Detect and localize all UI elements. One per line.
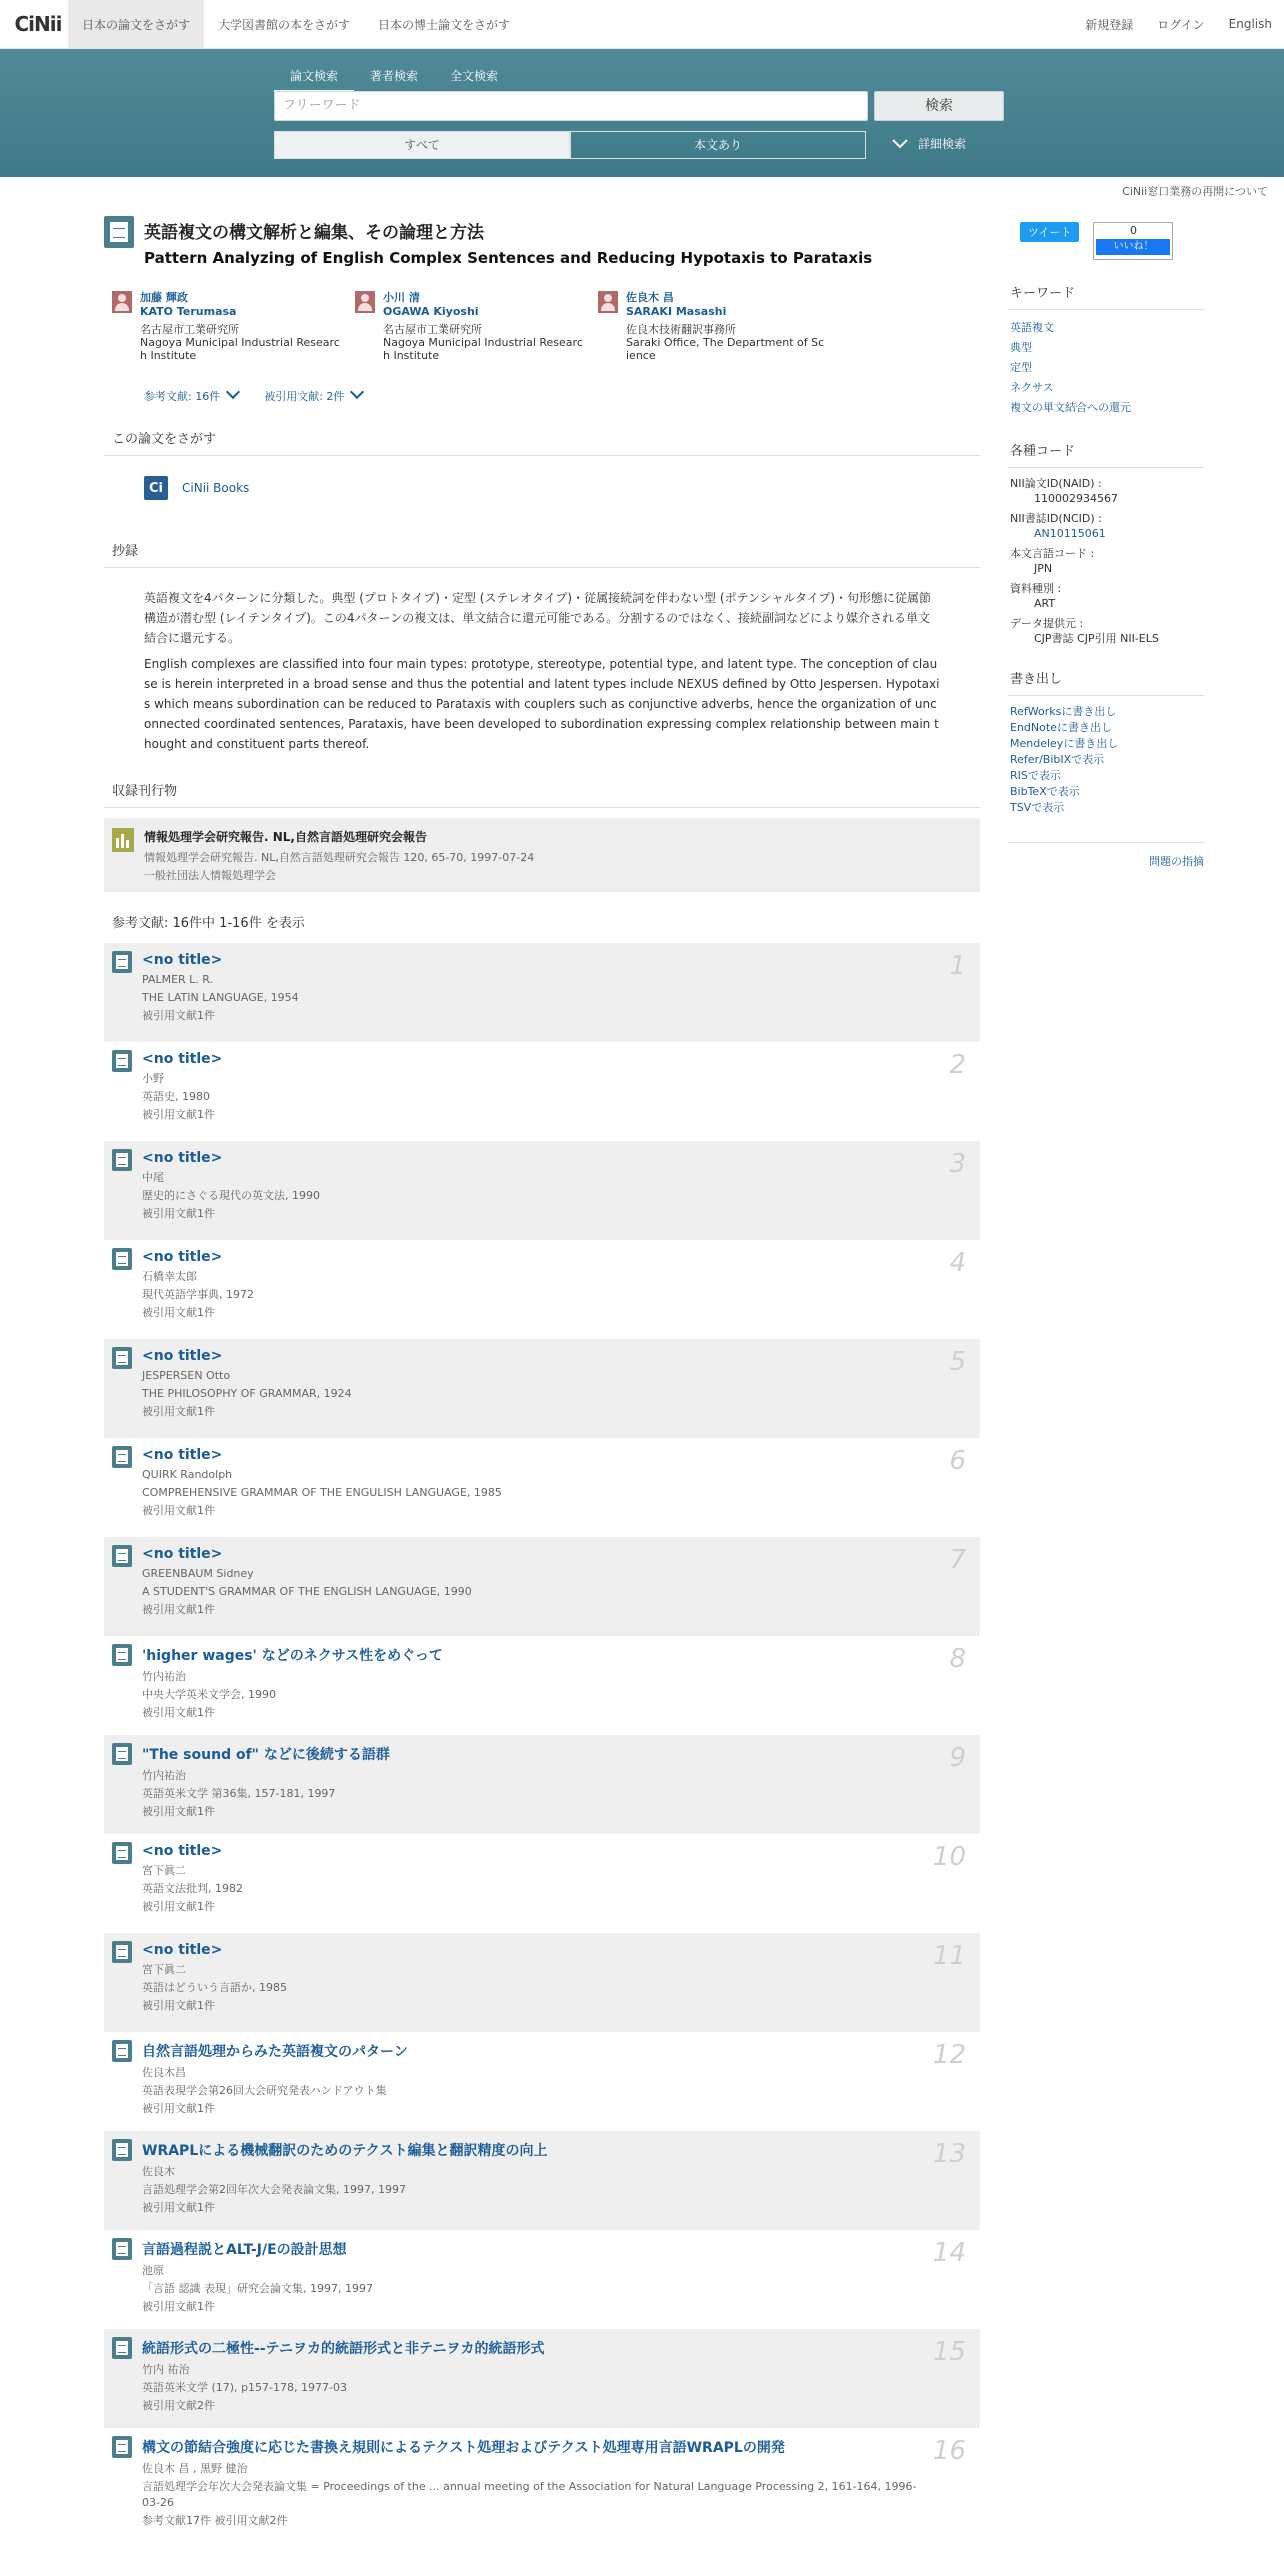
export-refer[interactable]: Refer/BibIXで表示 [1010, 753, 1105, 766]
reference-cited-count: 被引用文献1件 [142, 1405, 215, 1418]
arrow-down-icon [226, 385, 240, 399]
reference-item [104, 1834, 980, 1933]
author-name-ja[interactable]: 佐良木 昌 [626, 291, 674, 304]
type-value: ART [1034, 597, 1056, 610]
reference-number: 4 [949, 1248, 966, 1278]
reference-source: 歴史的にさぐる現代の英文法, 1990 [142, 1189, 320, 1202]
reference-list [104, 943, 980, 2527]
journal-detail: 情報処理学会研究報告. NL,自然言語処理研究会報告 120, 65-70, 1997-07-24 [144, 851, 535, 864]
reference-source: THE PHILOSOPHY OF GRAMMAR, 1924 [142, 1387, 352, 1400]
keyword-link[interactable]: ネクサス [1010, 381, 1054, 394]
author-name-en[interactable]: SARAKI Masashi [626, 305, 727, 318]
reference-title[interactable]: 言語過程説とALT-J/Eの設計思想 [142, 2242, 347, 2258]
nav-tab-dissertations[interactable]: 日本の博士論文をさがす [378, 17, 511, 32]
document-icon [112, 951, 132, 973]
reference-source: 言語処理学会第2回年次大会発表論文集, 1997, 1997 [142, 2183, 406, 2196]
reference-number: 1 [949, 951, 966, 981]
keyword-link[interactable]: 複文の単文結合への還元 [1010, 401, 1131, 414]
ncid-link[interactable]: AN10115061 [1034, 527, 1106, 540]
reference-item [104, 2032, 980, 2131]
reference-source: 英語英米文学 第36集, 157-181, 1997 [142, 1787, 336, 1800]
reference-source: 英語文法批判, 1982 [142, 1882, 243, 1895]
reference-item [104, 2428, 980, 2527]
document-icon [104, 216, 134, 248]
search-button[interactable]: 検索 [874, 91, 1004, 121]
references-link[interactable] [144, 388, 238, 404]
nav-tab-articles[interactable]: 日本の論文をさがす [68, 0, 204, 48]
reference-number: 15 [932, 2337, 966, 2367]
document-icon [112, 2337, 132, 2359]
reference-cited-count: 被引用文献1件 [142, 2300, 215, 2313]
export-mendeley[interactable]: Mendeleyに書き出し [1010, 737, 1119, 750]
reference-cited-count: 被引用文献1件 [142, 1009, 215, 1022]
reference-source: A STUDENT'S GRAMMAR OF THE ENGLISH LANGUAGE, 1990 [142, 1585, 472, 1598]
type-label: 資料種別 : [1010, 582, 1062, 595]
reference-title[interactable]: <no title> [142, 1447, 223, 1463]
reference-item [104, 1042, 980, 1141]
tweet-label: ツイート [1028, 226, 1072, 239]
reference-source: 英語史, 1980 [142, 1090, 210, 1103]
export-list [1008, 704, 1204, 816]
document-icon [112, 1149, 132, 1171]
keyword-link[interactable]: 定型 [1010, 361, 1032, 374]
references-link-label: 参考文献: 16件 [144, 390, 221, 403]
reference-number: 9 [949, 1743, 966, 1773]
filter-all[interactable]: すべて [274, 131, 570, 159]
advanced-search-toggle[interactable] [892, 135, 966, 152]
reference-item [104, 2131, 980, 2230]
reference-item [104, 1537, 980, 1636]
author-name-ja[interactable]: 小川 清 [383, 291, 420, 304]
reference-source: 英語はどういう言語か, 1985 [142, 1981, 287, 1994]
export-endnote[interactable]: EndNoteに書き出し [1010, 721, 1112, 734]
reference-cited-count: 被引用文献1件 [142, 1306, 215, 1319]
author-affiliation-ja: 佐良木技術翻訳事務所 [626, 323, 736, 336]
service-notice-link[interactable]: CiNii窓口業務の再開について [1122, 185, 1268, 198]
reference-author: 佐良木昌 [142, 2066, 186, 2079]
author-name-ja[interactable]: 加藤 輝政 [140, 291, 188, 304]
reference-title[interactable]: <no title> [142, 1843, 223, 1859]
tweet-button[interactable] [1020, 222, 1079, 242]
abstract-ja: 英語複文を4パターンに分類した。典型 (プロトタイプ)・定型 (ステレオタイプ)・従属接続詞を伴わない型 (ポテンシャルタイプ)・句形態に従属節構造が潜む型 (レイテンタイプ)。この4パターンの複文は、単文結合に還元可能である。分割するのではなく、接続副詞などにより媒介される単文結合に還元する。 [144, 591, 932, 645]
reference-cited-count: 被引用文献1件 [142, 1999, 215, 2012]
abstract-en: English complexes are classified into four main types: prototype, stereotype, potential type, and latent type. The conception of clause is herein interpreted in a broad sense and thus the potential and latent types include NEXUS defined by Otto Jespersen. Hypotaxis which means subordination can be reduced to Parataxis with couplers such as conjunctive adverbs, hence the organization of unconnected coordinated sentences, Parataxis, have been developed to subordination expressing complex relationship between main thought and constituent parts thereof. [144, 657, 940, 751]
document-icon [112, 1545, 132, 1567]
advanced-search-label: 詳細検索 [918, 137, 967, 151]
reference-title[interactable]: <no title> [142, 1051, 223, 1067]
reference-number: 12 [932, 2040, 966, 2070]
reference-cited-count: 被引用文献1件 [142, 2201, 215, 2214]
naid-value: 110002934567 [1034, 492, 1118, 505]
filter-fulltext[interactable]: 本文あり [570, 131, 866, 159]
cited-by-link[interactable] [264, 388, 362, 404]
reference-author: GREENBAUM Sidney [142, 1567, 254, 1580]
report-problem-link[interactable]: 問題の指摘 [1008, 842, 1204, 869]
reference-item [104, 1933, 980, 2032]
author-affiliation-en: Saraki Office, The Department of Science [626, 336, 825, 362]
reference-author: 小野 [142, 1072, 164, 1085]
article-title-ja: 英語複文の構文解析と編集、その論理と方法 [144, 223, 484, 243]
keywords-heading: キーワード [1008, 282, 1204, 310]
author-affiliation-en: Nagoya Municipal Industrial Research Institute [383, 336, 583, 362]
reference-source: COMPREHENSIVE GRAMMAR OF THE ENGULISH LANGUAGE, 1985 [142, 1486, 502, 1499]
reference-author: 宮下眞二 [142, 1963, 186, 1976]
journal-icon [112, 828, 134, 852]
search-tabs [274, 63, 514, 92]
reference-item [104, 1240, 980, 1339]
author-item [355, 291, 598, 362]
reference-number: 13 [932, 2139, 966, 2169]
reference-cited-count: 被引用文献1件 [142, 1108, 215, 1121]
reference-author: PALMER L. R. [142, 973, 214, 986]
author-affiliation-ja: 名古屋市工業研究所 [140, 323, 239, 336]
facebook-like-button[interactable] [1093, 222, 1173, 260]
sidebar [1008, 222, 1204, 869]
reference-title[interactable]: <no title> [142, 1348, 223, 1364]
keyword-list [1008, 318, 1204, 418]
person-icon [112, 291, 132, 313]
logo-text: CiNii [14, 12, 62, 36]
cinii-books-link[interactable] [144, 476, 980, 500]
author-affiliation-en: Nagoya Municipal Industrial Research Institute [140, 336, 340, 362]
main-content [104, 216, 980, 2527]
reference-cited-count: 被引用文献1件 [142, 1805, 215, 1818]
reference-item [104, 1141, 980, 1240]
codes-list [1008, 476, 1204, 646]
reference-author: 宮下眞二 [142, 1864, 186, 1877]
english-link[interactable]: English [1228, 17, 1272, 31]
document-icon [112, 1347, 132, 1369]
tab-fulltext-search[interactable]: 全文検索 [450, 69, 499, 83]
chevron-down-icon [892, 139, 908, 149]
reference-title[interactable]: <no title> [142, 952, 223, 968]
tab-article-search[interactable]: 論文検索 [274, 63, 354, 92]
abstract-body [144, 588, 940, 754]
top-nav [0, 0, 1284, 49]
reference-title[interactable]: WRAPLによる機械翻訳のためのテクスト編集と翻訳精度の向上 [142, 2143, 548, 2159]
person-icon [355, 291, 375, 313]
journal-publisher: 一般社団法人情報処理学会 [144, 869, 276, 882]
reference-author: 石橋幸太郎 [142, 1270, 197, 1283]
export-ris[interactable]: RISで表示 [1010, 769, 1061, 782]
reference-source: THE LATIN LANGUAGE, 1954 [142, 991, 299, 1004]
document-icon [112, 1842, 132, 1864]
document-icon [112, 1941, 132, 1963]
reference-title[interactable]: 統語形式の二極性--テニヲカ的統語形式と非テニヲカ的統語形式 [142, 2341, 545, 2357]
reference-cited-count: 被引用文献2件 [142, 2399, 215, 2412]
document-icon [112, 1050, 132, 1072]
reference-source: 英語英米文学 (17), p157-178, 1977-03 [142, 2381, 347, 2394]
reference-number: 16 [932, 2436, 966, 2466]
register-link[interactable]: 新規登録 [1085, 17, 1134, 32]
cited-by-link-label: 被引用文献: 2件 [264, 390, 345, 403]
cinii-books-label: CiNii Books [182, 481, 250, 495]
reference-item [104, 2329, 980, 2428]
article-header [104, 216, 980, 267]
reference-number: 6 [949, 1446, 966, 1476]
document-icon [112, 1743, 132, 1765]
journal-box [104, 818, 980, 892]
reference-item [104, 1438, 980, 1537]
provider-value: CJP書誌 CJP引用 NII-ELS [1034, 632, 1159, 645]
search-band [0, 49, 1284, 177]
reference-cited-count: 被引用文献1件 [142, 1504, 215, 1517]
references-count: 参考文献: 16件中 1-16件 を表示 [112, 916, 305, 931]
reference-title[interactable]: <no title> [142, 1150, 223, 1166]
author-item [112, 291, 355, 362]
document-icon [112, 2436, 132, 2458]
login-link[interactable]: ログイン [1157, 17, 1205, 32]
social-buttons [1008, 222, 1204, 260]
arrow-down-icon [350, 385, 364, 399]
reference-cited-count: 被引用文献1件 [142, 2102, 215, 2115]
cinii-books-icon: Ci [144, 476, 168, 500]
article-title-en: Pattern Analyzing of English Complex Sentences and Reducing Hypotaxis to Parataxis [144, 249, 873, 267]
document-icon [112, 2139, 132, 2161]
document-icon [112, 1248, 132, 1270]
reference-item [104, 1339, 980, 1438]
reference-item [104, 1735, 980, 1834]
reference-source: 中央大学英米文学会, 1990 [142, 1688, 276, 1701]
keyword-link[interactable]: 典型 [1010, 341, 1032, 354]
reference-number: 10 [932, 1842, 966, 1872]
reference-author: QUIRK Randolph [142, 1468, 233, 1481]
person-icon [598, 291, 618, 313]
author-affiliation-ja: 名古屋市工業研究所 [383, 323, 482, 336]
reference-cited-count: 参考文献17件 被引用文献2件 [142, 2514, 288, 2527]
reference-number: 3 [949, 1149, 966, 1179]
reference-item [104, 1636, 980, 1735]
cinii-logo[interactable] [8, 0, 68, 48]
reference-number: 14 [932, 2238, 966, 2268]
reference-source: 言語処理学会年次大会発表論文集 = Proceedings of the ... annual meeting of the Association for Natural Language Processing 2, 161-164, 1996-03-26 [142, 2480, 917, 2509]
reference-number: 11 [932, 1941, 966, 1971]
reference-author: 竹内祐治 [142, 1769, 186, 1782]
reference-title[interactable]: 自然言語処理からみた英語複文のパターン [142, 2044, 408, 2060]
like-label: いいね！ [1096, 239, 1170, 255]
reference-title[interactable]: <no title> [142, 1942, 223, 1958]
reference-title[interactable]: <no title> [142, 1249, 223, 1265]
reference-author: JESPERSEN Otto [142, 1369, 231, 1382]
reference-title[interactable]: <no title> [142, 1546, 223, 1562]
export-bibtex[interactable]: BibTeXで表示 [1010, 785, 1080, 798]
reference-title[interactable]: 'higher wages' などのネクサス性をめぐって [142, 1648, 443, 1664]
codes-heading: 各種コード [1008, 440, 1204, 468]
export-heading: 書き出し [1008, 668, 1204, 696]
export-tsv[interactable]: TSVで表示 [1010, 801, 1065, 814]
reference-source: 「言語 認識 表現」研究会論文集, 1997, 1997 [142, 2282, 373, 2295]
naid-label: NII論文ID(NAID) : [1010, 477, 1102, 490]
document-icon [112, 1446, 132, 1468]
find-section-heading: この論文をさがす [104, 428, 980, 456]
author-list [104, 291, 980, 362]
reference-author: 竹内祐治 [142, 1670, 186, 1683]
author-name-en[interactable]: KATO Terumasa [140, 305, 237, 318]
ncid-label: NII書誌ID(NCID) : [1010, 512, 1102, 525]
keyword-link[interactable]: 英語複文 [1010, 321, 1054, 334]
like-count: 0 [1129, 224, 1137, 237]
reference-author: 池原 [142, 2264, 164, 2277]
reference-number: 2 [949, 1050, 966, 1080]
reference-author: 竹内 祐治 [142, 2363, 190, 2376]
document-icon [112, 2238, 132, 2260]
reference-title[interactable]: 構文の節結合強度に応じた書換え規則によるテクスト処理およびテクスト処理専用言語WRAPLの開発 [142, 2440, 785, 2456]
reference-number: 8 [949, 1644, 966, 1674]
document-icon [112, 1644, 132, 1666]
search-input[interactable]: フリーワード [274, 91, 868, 121]
abstract-heading: 抄録 [104, 540, 980, 568]
nav-right [1073, 0, 1284, 48]
reference-number: 7 [949, 1545, 966, 1575]
nav-tab-books[interactable]: 大学図書館の本をさがす [218, 17, 351, 32]
journal-heading: 収録刊行物 [104, 780, 980, 808]
reference-cited-count: 被引用文献1件 [142, 1900, 215, 1913]
document-icon [112, 2040, 132, 2062]
author-item [598, 291, 841, 362]
reference-jump-links [144, 388, 980, 404]
language-label: 本文言語コード : [1010, 547, 1095, 560]
reference-cited-count: 被引用文献1件 [142, 1603, 215, 1616]
reference-source: 現代英語学事典, 1972 [142, 1288, 254, 1301]
journal-title[interactable]: 情報処理学会研究報告. NL,自然言語処理研究会報告 [144, 830, 427, 844]
reference-item [104, 943, 980, 1042]
tab-author-search[interactable]: 著者検索 [370, 69, 419, 83]
reference-title[interactable]: "The sound of" などに後続する語群 [142, 1747, 390, 1763]
reference-author: 佐良木 [142, 2165, 175, 2178]
author-name-en[interactable]: OGAWA Kiyoshi [383, 305, 479, 318]
reference-author: 佐良木 昌 , 黒野 健治 [142, 2462, 248, 2475]
reference-author: 中尾 [142, 1171, 164, 1184]
reference-cited-count: 被引用文献1件 [142, 1207, 215, 1220]
language-value: JPN [1034, 562, 1053, 575]
provider-label: データ提供元 : [1010, 617, 1084, 630]
reference-item [104, 2230, 980, 2329]
reference-cited-count: 被引用文献1件 [142, 1706, 215, 1719]
export-refworks[interactable]: RefWorksに書き出し [1010, 705, 1117, 718]
reference-number: 5 [949, 1347, 966, 1377]
reference-source: 英語表現学会第26回大会研究発表ハンドアウト集 [142, 2084, 387, 2097]
